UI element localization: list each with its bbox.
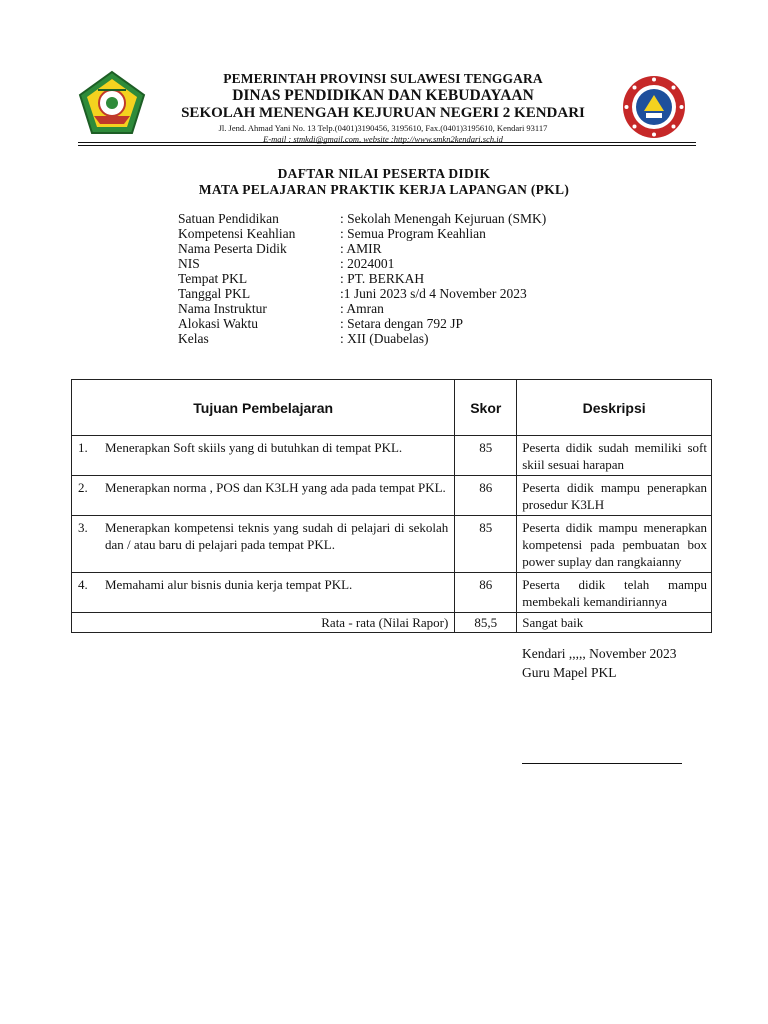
table-row [72, 436, 712, 476]
description-cell: Peserta didik telah mampu membekali kemandiriannya [517, 573, 712, 613]
letterhead-divider [78, 142, 696, 143]
table-row [72, 573, 712, 613]
info-value: : AMIR [340, 241, 382, 256]
score-cell: 86 [455, 476, 517, 516]
row-number: 1. [78, 440, 88, 455]
objective-text: Menerapkan norma , POS dan K3LH yang ada pada tempat PKL. [105, 480, 446, 495]
info-row [178, 241, 598, 256]
school-contact: E-mail : stmkdi@gmail.com, website :http://www.smkn2kendari.sch.id [263, 134, 503, 144]
title-line-1: DAFTAR NILAI PESERTA DIDIK [277, 166, 491, 181]
info-row [178, 256, 598, 271]
row-number: 3. [78, 520, 88, 535]
info-label: Nama Peserta Didik [178, 241, 287, 256]
info-label: Kompetensi Keahlian [178, 226, 296, 241]
description-cell: Peserta didik sudah memiliki soft skiil sesuai harapan [517, 436, 712, 476]
signature-block [522, 644, 676, 682]
average-label: Rata - rata (Nilai Rapor) [72, 613, 455, 633]
header-description: Deskripsi [517, 380, 712, 436]
school-name: SEKOLAH MENENGAH KEJURUAN NEGERI 2 KENDARI [181, 105, 585, 121]
signature-role: Guru Mapel PKL [522, 665, 617, 680]
info-value: : Setara dengan 792 JP [340, 316, 463, 331]
info-value: : Sekolah Menengah Kejuruan (SMK) [340, 211, 547, 226]
student-info [178, 211, 598, 346]
info-row [178, 286, 598, 301]
grades-table [71, 379, 712, 633]
info-value: : Amran [340, 301, 384, 316]
info-value: : PT. BERKAH [340, 271, 425, 286]
objective-cell [72, 516, 455, 573]
objective-text: Menerapkan Soft skiils yang di butuhkan di tempat PKL. [105, 440, 403, 455]
table-header-row [72, 380, 712, 436]
objective-text: Menerapkan kompetensi teknis yang sudah di pelajari di sekolah dan / atau baru di pelajari pada tempat PKL. [105, 520, 449, 552]
description-cell: Peserta didik mampu penerapkan prosedur K3LH [517, 476, 712, 516]
info-value: : 2024001 [340, 256, 395, 271]
info-row [178, 211, 598, 226]
info-row [178, 331, 598, 346]
row-number: 2. [78, 480, 88, 495]
objective-text: Memahami alur bisnis dunia kerja tempat PKL. [105, 577, 353, 592]
info-row [178, 316, 598, 331]
department-name: DINAS PENDIDIKAN DAN KEBUDAYAAN [232, 87, 534, 104]
objective-cell [72, 573, 455, 613]
info-row [178, 301, 598, 316]
school-address: Jl. Jend. Ahmad Yani No. 13 Telp.(0401)3190456, 3195610, Fax.(0401)3195610, Kendari 93117 [218, 123, 548, 133]
letterhead [150, 71, 616, 145]
signature-place-date: Kendari ,,,,, November 2023 [522, 646, 677, 661]
document-title [0, 166, 768, 198]
average-description: Sangat baik [517, 613, 712, 633]
info-value: : Semua Program Keahlian [340, 226, 486, 241]
info-label: Nama Instruktur [178, 301, 267, 316]
signature-line [522, 763, 682, 764]
score-cell: 85 [455, 436, 517, 476]
info-value: : XII (Duabelas) [340, 331, 429, 346]
school-emblem-icon [622, 75, 686, 139]
title-line-2: MATA PELAJARAN PRAKTIK KERJA LAPANGAN (PKL) [198, 182, 570, 197]
average-score: 85,5 [455, 613, 517, 633]
info-row [178, 271, 598, 286]
info-label: NIS [178, 256, 200, 271]
objective-cell [72, 436, 455, 476]
score-cell: 85 [455, 516, 517, 573]
info-label: Tempat PKL [178, 271, 248, 286]
row-number: 4. [78, 577, 88, 592]
info-label: Satuan Pendidikan [178, 211, 279, 226]
description-cell: Peserta didik mampu menerapkan kompetensi pada pembuatan box power suplay dan rangkaianny [517, 516, 712, 573]
info-value: :1 Juni 2023 s/d 4 November 2023 [340, 286, 527, 301]
score-cell: 86 [455, 573, 517, 613]
average-row [72, 613, 712, 633]
table-row [72, 516, 712, 573]
info-row [178, 226, 598, 241]
table-row [72, 476, 712, 516]
objective-cell [72, 476, 455, 516]
provincial-emblem-icon [78, 70, 146, 136]
letterhead-divider-thin [78, 145, 696, 146]
header-score: Skor [455, 380, 517, 436]
government-name: PEMERINTAH PROVINSI SULAWESI TENGGARA [223, 71, 543, 86]
info-label: Tanggal PKL [178, 286, 251, 301]
info-label: Kelas [178, 331, 209, 346]
info-label: Alokasi Waktu [178, 316, 259, 331]
header-objective: Tujuan Pembelajaran [72, 380, 455, 436]
